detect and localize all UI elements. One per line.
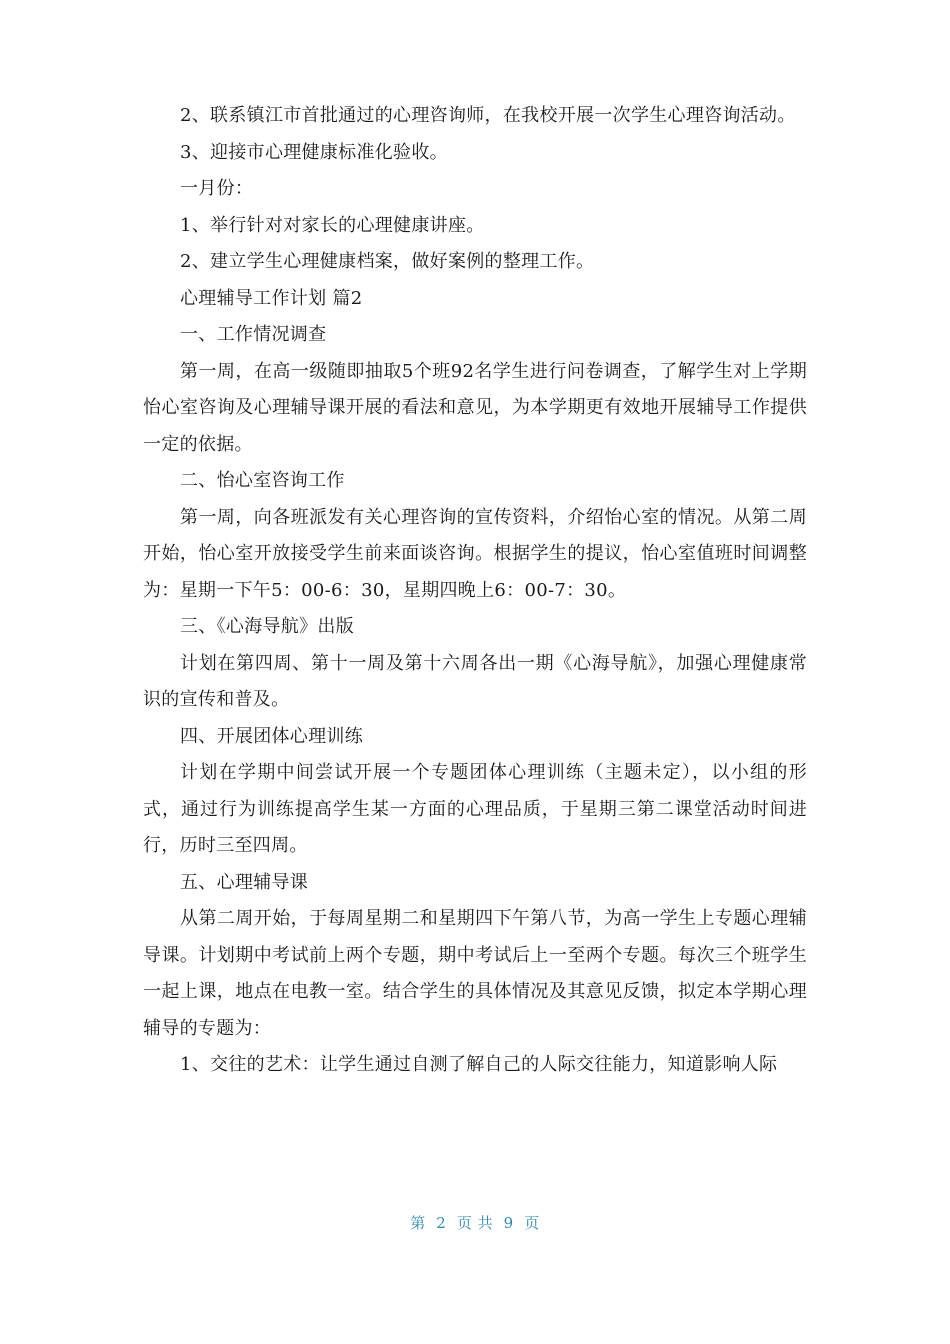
paragraph: 一月份： bbox=[180, 178, 254, 199]
paragraph: 计划在第四周、第十一周及第十六周各出一期《心海导航》，加强心理健康常识的宣传和普及。 bbox=[143, 652, 807, 710]
paragraph: 第一周，在高一级随即抽取5个班92名学生进行问卷调查，了解学生对上学期怡心室咨询及心理辅导课开展的看法和意见，为本学期更有效地开展辅导工作提供一定的依据。 bbox=[143, 360, 807, 455]
paragraph: 2、建立学生心理健康档案，做好案例的整理工作。 bbox=[180, 251, 595, 272]
paragraph: 第一周，向各班派发有关心理咨询的宣传资料，介绍怡心室的情况。从第二周开始，怡心室开放接受学生前来面谈咨询。根据学生的提议，怡心室值班时间调整为：星期一下午5：00-6：30，星期四晚上6：00-7：30。 bbox=[143, 506, 807, 601]
paragraph: 2、联系镇江市首批通过的心理咨询师，在我校开展一次学生心理咨询活动。 bbox=[180, 105, 796, 126]
paragraph: 计划在学期中间尝试开展一个专题团体心理训练（主题未定），以小组的形式，通过行为训练提高学生某一方面的心理品质，于星期三第二课堂活动时间进行，历时三至四周。 bbox=[143, 762, 807, 856]
document-body bbox=[143, 98, 807, 1084]
section-heading: 五、心理辅导课 bbox=[180, 871, 309, 893]
paragraph: 1、举行针对对家长的心理健康讲座。 bbox=[180, 214, 485, 236]
section-heading: 三、《心海导航》出版 bbox=[180, 616, 354, 637]
paragraph: 1、交往的艺术：让学生通过自测了解自己的人际交往能力，知道影响人际 bbox=[180, 1054, 778, 1075]
page-number-footer bbox=[0, 1212, 950, 1233]
paragraph: 3、迎接市心理健康标准化验收。 bbox=[180, 141, 448, 163]
paragraph: 从第二周开始，于每周星期二和星期四下午第八节，为高一学生上专题心理辅导课。计划期中考试前上两个专题，期中考试后上一至两个专题。每次三个班学生一起上课，地点在电教一室。结合学生的具体情况及其意见反馈，拟定本学期心理辅导的专题为： bbox=[143, 908, 807, 1039]
section-heading: 四、开展团体心理训练 bbox=[180, 725, 363, 747]
page-number-text: 第 2 页 共 9 页 bbox=[410, 1214, 540, 1232]
section-heading: 一、工作情况调查 bbox=[180, 324, 327, 345]
section-title: 心理辅导工作计划 篇2 bbox=[180, 287, 363, 309]
section-heading: 二、怡心室咨询工作 bbox=[180, 470, 345, 491]
